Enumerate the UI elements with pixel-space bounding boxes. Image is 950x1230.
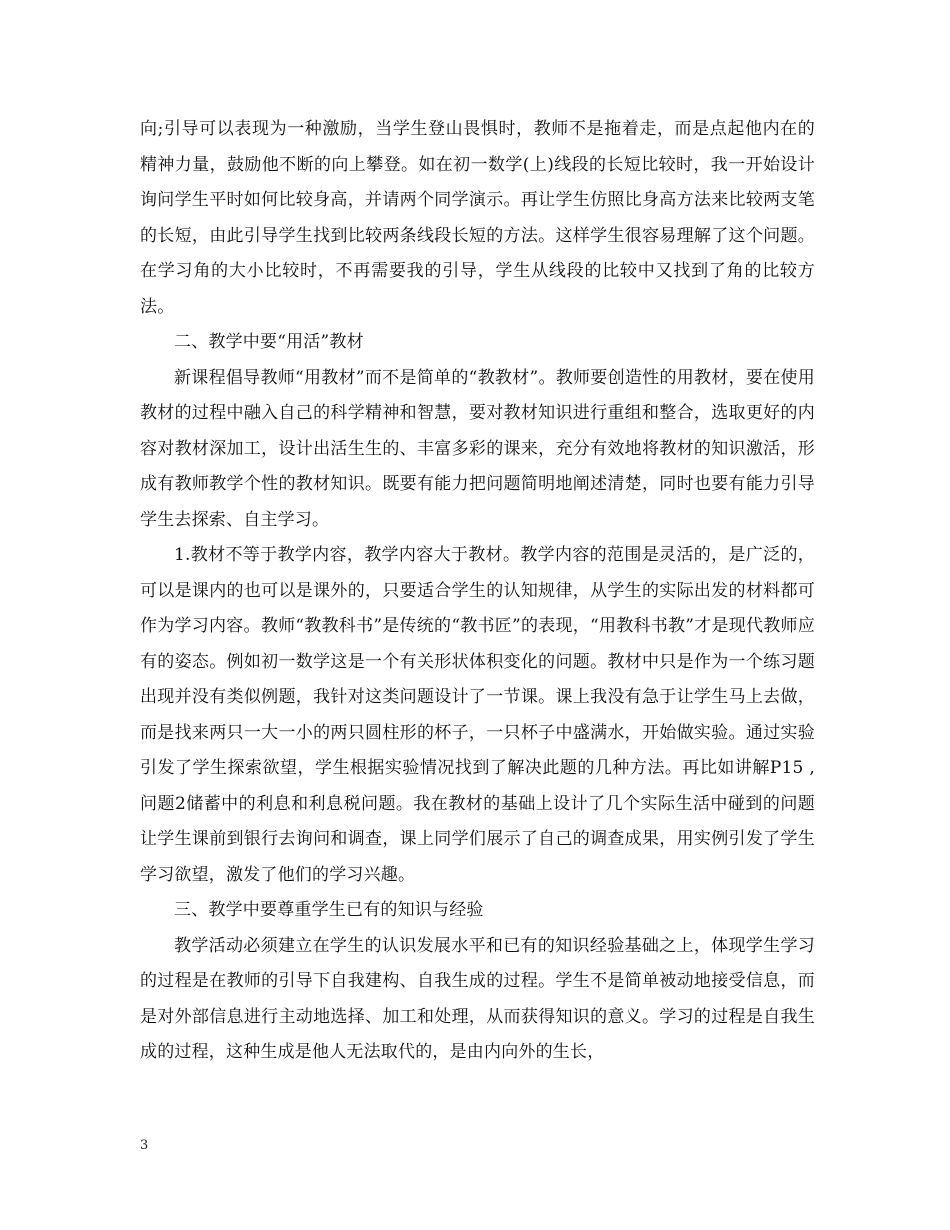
- section-heading-two: 二、教学中要“用活”教材: [174, 332, 364, 352]
- paragraph-point-one: 1.教材不等于教学内容，教学内容大于教材。教学内容的范围是灵活的，是广泛的，可以是课内的也可以是课外的，只要适合学生的认知规律，从学生的实际出发的材料都可作为学习内容。教师“教教科书”是传统的“教书匠”的表现，“用教科书教”才是现代教师应有的姿态。例如初一数学这是一个有关形状体积变化的问题。教材中只是作为一个练习题出现并没有类似例题，我针对这类问题设计了一节课。课上我没有急于让学生马上去做，而是找来两只一大一小的两只圆柱形的杯子，一只杯子中盛满水，开始做实验。通过实验引发了学生探索欲望，学生根据实验情况找到了解决此题的几种方法。再比如讲解P15 ,问题2储蓄中的利息和利息税问题。我在教材的基础上设计了几个实际生活中碰到的问题让学生课前到银行去询问和调查，课上同学们展示了自己的调查成果，用实例引发了学生学习欲望，激发了他们的学习兴趣。: [140, 545, 815, 885]
- paragraph-continuation: 向;引导可以表现为一种激励，当学生登山畏惧时，教师不是拖着走，而是点起他内在的精神力量，鼓励他不断的向上攀登。如在初一数学(上)线段的长短比较时，我一开始设计询问学生平时如何比较身高，并请两个同学演示。再让学生仿照比身高方法来比较两支笔的长短，由此引导学生找到比较两条线段长短的方法。这样学生很容易理解了这个问题。在学习角的大小比较时，不再需要我的引导，学生从线段的比较中又找到了角的比较方法。: [140, 119, 815, 317]
- section-heading-three: 三、教学中要尊重学生已有的知识与经验: [174, 900, 484, 920]
- paragraph-use-textbook: 新课程倡导教师“用教材”而不是简单的“教教材”。教师要创造性的用教材，要在使用教材的过程中融入自己的科学精神和智慧，要对教材知识进行重组和整合，选取更好的内容对教材深加工，设计出活生生的、丰富多彩的课来，充分有效地将教材的知识激活，形成有教师教学个性的教材知识。既要有能力把问题简明地阐述清楚，同时也要有能力引导学生去探索、自主学习。: [140, 367, 815, 530]
- document-body: [140, 112, 815, 1071]
- page-number: 3: [140, 1138, 149, 1153]
- paragraph-respect-knowledge: 教学活动必须建立在学生的认识发展水平和已有的知识经验基础之上，体现学生学习的过程是在教师的引导下自我建构、自我生成的过程。学生不是简单被动地接受信息，而是对外部信息进行主动地选择、加工和处理，从而获得知识的意义。学习的过程是自我生成的过程，这种生成是他人无法取代的，是由内向外的生长，: [140, 935, 815, 1062]
